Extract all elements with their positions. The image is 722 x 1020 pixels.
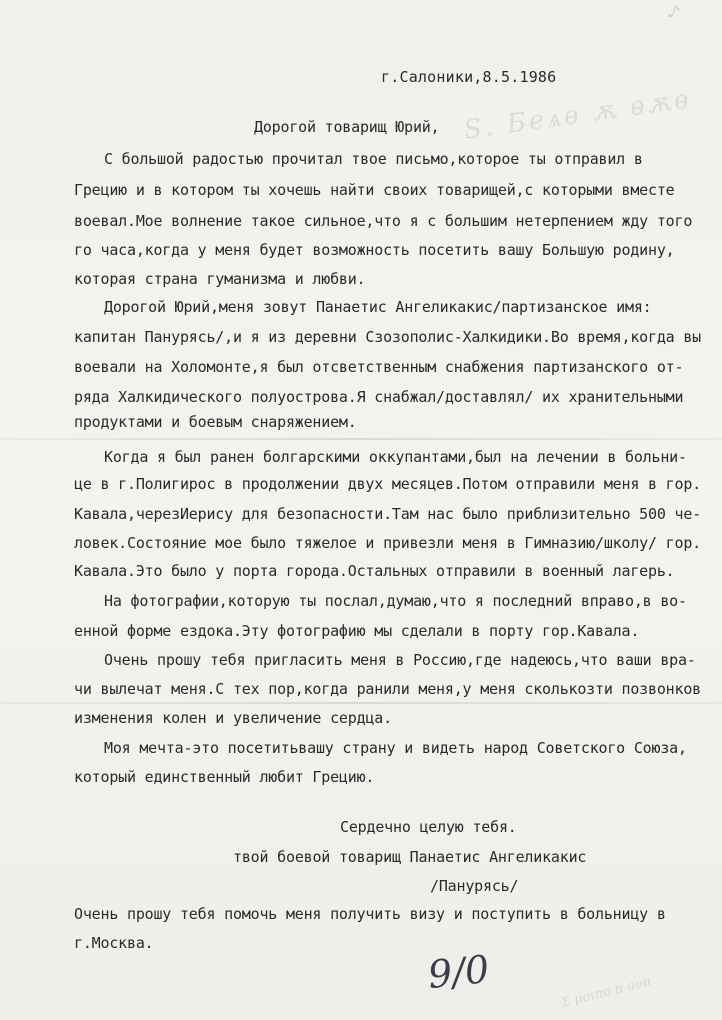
text-line: Очень прошу тебя пригласить меня в Россию,где надеюсь,что ваши вра-	[104, 651, 696, 669]
text-line: Кавала.Это было у порта города.Остальных отправили в военный лагерь.	[74, 562, 675, 580]
text-line: капитан Панурясь/,и я из деревни Сзозополис-Халкидики.Во время,когда вы	[74, 328, 701, 346]
corner-mark: ♪	[664, 0, 683, 25]
text-line: го часа,когда у меня будет возможность посетить вашу Большую родину,	[74, 241, 675, 259]
alias: /Панурясь/	[430, 877, 519, 895]
text-line: изменения колен и увеличение сердца.	[74, 709, 392, 727]
text-line: це в г.Полигирос в продолжении двух месяцев.Потом отправили меня в гор.	[74, 475, 701, 493]
paper-fold	[0, 702, 722, 704]
text-line: ловек.Состояние мое было тяжелое и привезли меня в Гимназию/школу/ гор.	[74, 534, 701, 552]
text-line: который единственный любит Грецию.	[74, 768, 375, 786]
text-line: Кавала,черезИерису для безопасности.Там нас было приблизительно 500 че-	[74, 505, 701, 523]
bleed-through-note: Σ μοιπο π ουπ	[559, 974, 653, 1011]
text-line: Моя мечта-это посетитьвашу страну и видеть народ Советского Союза,	[104, 739, 687, 757]
postscript: Очень прошу тебя помочь меня получить визу и поступить в больницу в	[74, 905, 666, 923]
text-line: воевал.Мое волнение такое сильное,что я с большим нетерпением жду того	[74, 212, 693, 230]
text-line: которая страна гуманизма и любви.	[74, 270, 366, 288]
text-line: воевали на Холомонте,я был отсветственным снабжения партизанского от-	[74, 358, 684, 376]
date-line: г.Салоники,8.5.1986	[381, 68, 557, 86]
text-line: С большой радостью прочитал твое письмо,которое ты отправил в	[104, 150, 643, 168]
signature-line: твой боевой товарищ Панаетис Ангеликакис	[233, 848, 587, 866]
closing: Сердечно целую тебя.	[340, 818, 517, 836]
bleed-through-handwriting: Ѕ. Беѧѳ ѫ ѳѫѳ	[461, 84, 693, 146]
text-line: чи вылечат меня.С тех пор,когда ранили меня,у меня сколькозти позвонков	[74, 680, 701, 698]
paper-fold	[0, 438, 722, 440]
text-line: продуктами и боевым снаряжением.	[74, 413, 357, 431]
text-line: енной форме ездока.Эту фотографию мы сделали в порту гор.Кавала.	[74, 622, 640, 640]
text-line: Грецию и в котором ты хочешь найти своих товарищей,с которыми вместе	[74, 181, 675, 199]
text-line: Дорогой Юрий,меня зовут Панаетис Ангеликакис/партизанское имя:	[104, 298, 652, 316]
handwritten-mark: 9/0	[425, 946, 492, 998]
greeting: Дорогой товарищ Юрий,	[254, 118, 440, 136]
text-line: Когда я был ранен болгарскими оккупантами,был на лечении в больни-	[104, 448, 687, 466]
text-line: ряда Халкидического полуострова.Я снабжал/доставлял/ их хранительными	[74, 388, 684, 406]
postscript: г.Москва.	[74, 934, 154, 952]
text-line: На фотографии,которую ты послал,думаю,что я последний вправо,в во-	[104, 592, 687, 610]
